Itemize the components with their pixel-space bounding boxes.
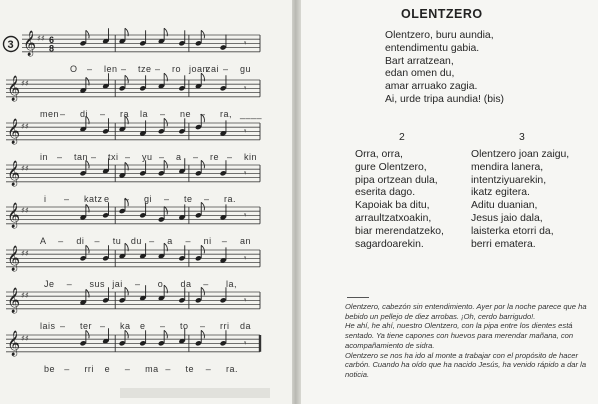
lyric-syllable: in	[40, 151, 49, 162]
lyric-syllable: gu	[240, 63, 252, 74]
lyric-syllable: –	[91, 151, 97, 162]
lyric-syllable: txi	[108, 151, 119, 162]
footnotes	[345, 302, 593, 380]
lyric-syllable: ro	[172, 63, 182, 74]
note-flag	[201, 160, 204, 168]
lyric-syllable: –	[193, 151, 199, 162]
key-signature-icon: ♯♯	[21, 334, 29, 343]
verse-line: ikatz egitera.	[471, 187, 530, 199]
verse-line: gure Olentzero,	[355, 161, 427, 173]
lyric-syllable: –	[64, 193, 70, 204]
lyric-syllable: be	[44, 363, 56, 374]
note-flag	[125, 75, 128, 83]
lyric-syllable: ter	[80, 320, 93, 331]
note-flag	[86, 245, 89, 253]
verse-line: Kapoiak ba ditu,	[355, 200, 430, 212]
lyric-syllable: te	[185, 363, 195, 374]
verse-line: berri ematera.	[471, 238, 536, 250]
lyric-syllable: –	[185, 235, 191, 246]
verse-3-number: 3	[519, 132, 525, 143]
lyric-syllable: o	[157, 278, 164, 289]
lyric-syllable: –	[160, 108, 166, 119]
right-page-text	[301, 0, 598, 404]
verse-line: Ai, urde tripa aundia! (bis)	[385, 93, 504, 105]
lyric-syllable: e	[104, 193, 110, 204]
verse-line: eserita dago.	[355, 187, 416, 199]
note-flag	[86, 30, 89, 38]
note-flag	[86, 330, 89, 338]
treble-clef-icon: 𝄞	[7, 161, 21, 186]
lyric-syllable: to	[180, 320, 189, 331]
key-signature-icon: ♯♯	[21, 164, 29, 173]
treble-clef-icon: 𝄞	[7, 76, 21, 101]
poem-title: OLENTZERO	[401, 7, 483, 21]
note-flag	[201, 30, 204, 38]
note-flag	[164, 330, 167, 338]
lyric-syllable: –	[64, 363, 70, 374]
treble-clef-icon: 𝄞	[7, 119, 21, 144]
treble-clef-icon: 𝄞	[23, 31, 37, 56]
treble-clef-icon: 𝄞	[7, 288, 21, 313]
lyric-syllable: a	[176, 151, 182, 162]
verse-line: biar merendatzeko,	[355, 225, 444, 237]
lyric-syllable: e	[104, 363, 111, 374]
lyric-syllable: ni	[203, 235, 212, 246]
lyric-syllable: ____	[240, 108, 263, 119]
rest-icon: 𝄾	[244, 211, 247, 221]
lyric-syllable: rri	[220, 320, 230, 331]
lyric-syllable: tu	[112, 235, 122, 246]
lyric-syllable: du	[130, 235, 142, 246]
verse-2-number: 2	[399, 132, 405, 143]
note-flag	[164, 118, 167, 126]
footnote-rule	[347, 297, 369, 298]
lyric-syllable: ma	[145, 363, 159, 374]
lyric-syllable: –	[66, 278, 73, 289]
rest-icon: 𝄾	[244, 169, 247, 179]
lyric-syllable: an	[240, 235, 252, 246]
treble-clef-icon: 𝄞	[7, 203, 21, 228]
lyric-syllable: –	[100, 108, 106, 119]
verse-line: edan omen du,	[385, 68, 455, 80]
lyric-syllable: lais	[40, 320, 56, 331]
left-page-score	[0, 0, 292, 404]
lyric-syllable: e	[140, 320, 146, 331]
lyric-syllable: –	[200, 320, 206, 331]
lyric-syllable: zai	[206, 63, 220, 74]
lyric-syllable: –	[221, 235, 228, 246]
lyric-syllable: A	[40, 235, 47, 246]
staff	[6, 158, 260, 186]
lyric-syllable: te	[184, 193, 193, 204]
footnote-1: Olentzero, cabezón sin entendimiento. Ayer por la noche parece que ha bebido un pellejo de diez arrobas. ¡Oh, cerdo barrigudo!.	[345, 302, 587, 321]
verse-line: Bart arratzean,	[385, 55, 454, 67]
show-through-smudge	[120, 388, 270, 398]
key-signature-icon: ♯♯	[37, 34, 45, 43]
lyric-syllable: –	[135, 278, 141, 289]
lyric-syllable: tan	[74, 151, 89, 162]
lyric-syllable: ne	[180, 108, 192, 119]
note-flag	[125, 287, 128, 295]
verse-1	[385, 30, 504, 107]
lyric-syllable: ra.	[224, 193, 237, 204]
lyric-syllable: kin	[244, 151, 258, 162]
lyric-syllable: –	[60, 320, 66, 331]
staff	[6, 328, 260, 356]
lyric-syllable: O	[70, 63, 78, 74]
lyric-syllable: –	[125, 151, 131, 162]
lyric-syllable: ra	[120, 108, 130, 119]
time-signature-top: 6	[49, 35, 55, 45]
lyric-syllable: –	[165, 363, 171, 374]
book-gutter	[292, 0, 301, 404]
key-signature-icon: ♯♯	[21, 291, 29, 300]
verse-line: sagardoarekin.	[355, 238, 424, 250]
lyric-syllable: –	[204, 193, 210, 204]
verse-line: Olentzero, buru aundia,	[385, 30, 494, 41]
treble-clef-icon: 𝄞	[7, 331, 21, 356]
rest-icon: 𝄾	[244, 296, 247, 306]
note-flag	[164, 160, 167, 168]
rest-icon: 𝄾	[244, 39, 247, 49]
lyric-syllable: –	[149, 235, 155, 246]
lyric-syllable: –	[227, 151, 233, 162]
rest-icon: 𝄾	[244, 254, 247, 264]
lyric-syllable: –	[100, 320, 106, 331]
lyric-syllable: –	[203, 278, 209, 289]
lyric-syllable: a	[167, 235, 173, 246]
lyric-syllable: –	[164, 193, 170, 204]
lyric-syllable: la	[140, 108, 149, 119]
lyric-syllable: i	[44, 193, 47, 204]
lyric-syllable: –	[124, 193, 130, 204]
lyric-syllable: di	[76, 235, 85, 246]
key-signature-icon: ♯♯	[21, 122, 29, 131]
lyric-syllable: –	[200, 108, 206, 119]
staff	[6, 243, 260, 271]
verse-line: Jesus jaio dala,	[471, 212, 543, 224]
rest-icon: 𝄾	[244, 127, 247, 137]
lyric-syllable: ka	[120, 320, 131, 331]
rest-icon: 𝄾	[244, 84, 247, 94]
lyric-syllable: la,	[226, 278, 238, 289]
lyric-syllable: yu	[142, 151, 153, 162]
rest-icon: 𝄾	[244, 339, 247, 349]
lyric-syllable: sus	[89, 278, 106, 289]
lyric-syllable: da	[180, 278, 192, 289]
note-flag	[125, 330, 128, 338]
lyric-syllable: re	[210, 151, 220, 162]
lyric-syllable: tze	[138, 63, 152, 74]
staff	[6, 285, 260, 313]
verse-line: entendimentu gabia.	[385, 42, 480, 54]
key-signature-icon: ♯♯	[21, 249, 29, 258]
treble-clef-icon: 𝄞	[7, 246, 21, 271]
verse-line: mendira lanera,	[471, 161, 544, 173]
footnote-2: He ahí, he ahí, nuestro Olentzero, con la pipa entre los dientes está sentado. Ya tiene capones con huevos para merendar mañana, con acompañamiento de sidra.	[345, 321, 574, 350]
lyric-syllable: –	[223, 63, 229, 74]
lyric-syllable: –	[160, 320, 166, 331]
verse-2	[355, 149, 444, 251]
lyric-syllable: joan	[189, 63, 209, 74]
lyric-syllable: di	[80, 108, 89, 119]
key-signature-icon: ♯♯	[21, 206, 29, 215]
lyric-syllable: –	[205, 363, 212, 374]
lyric-syllable: –	[124, 363, 131, 374]
lyric-syllable: men	[40, 108, 60, 119]
staff	[22, 28, 260, 56]
staff	[6, 73, 260, 101]
verse-line: intentziyuarekin,	[471, 174, 547, 186]
lyric-syllable: –	[155, 63, 161, 74]
note-flag	[201, 245, 204, 253]
verse-3	[471, 149, 569, 251]
lyric-syllable: –	[159, 151, 165, 162]
verse-line: laisterka etorri da,	[471, 225, 554, 237]
lyric-syllable: –	[121, 63, 127, 74]
song-number: 3	[7, 39, 14, 51]
lyric-syllable: –	[60, 108, 66, 119]
lyric-syllable: rri	[84, 363, 94, 374]
lyric-syllable: da	[240, 320, 252, 331]
lyric-syllable: ra.	[226, 363, 239, 374]
note-flag	[201, 330, 204, 338]
verse-line: amar arruako zagia.	[385, 81, 478, 93]
footnote-3: Olentzero se nos ha ido al monte a trabajar con el propósito de hacer carbón. Cuando ha oído que ha nacido Jesús, ha venido rápido a dar la noticia.	[345, 350, 587, 379]
verse-line: pipa ortzean dula,	[355, 174, 438, 186]
lyric-syllable: jai	[112, 278, 123, 289]
lyric-syllable: Je	[44, 278, 55, 289]
lyric-syllable: –	[58, 235, 64, 246]
verse-line: arraultzatxoakin,	[355, 212, 432, 224]
key-signature-icon: ♯♯	[21, 79, 29, 88]
time-signature-bottom: 8	[49, 43, 55, 54]
verse-line: Olentzero joan zaigu,	[471, 149, 570, 160]
verse-line: Orra, orra,	[355, 149, 403, 160]
lyric-syllable: katz	[84, 193, 103, 204]
lyric-syllable: –	[94, 235, 101, 246]
lyric-syllable: –	[57, 151, 63, 162]
lyric-syllable: len	[104, 63, 118, 74]
verse-line: Aditu duanian,	[471, 200, 538, 212]
lyric-syllable: ra,	[220, 108, 233, 119]
lyric-syllable: gi	[144, 193, 153, 204]
note-flag	[164, 207, 167, 215]
lyric-syllable: –	[87, 63, 93, 74]
